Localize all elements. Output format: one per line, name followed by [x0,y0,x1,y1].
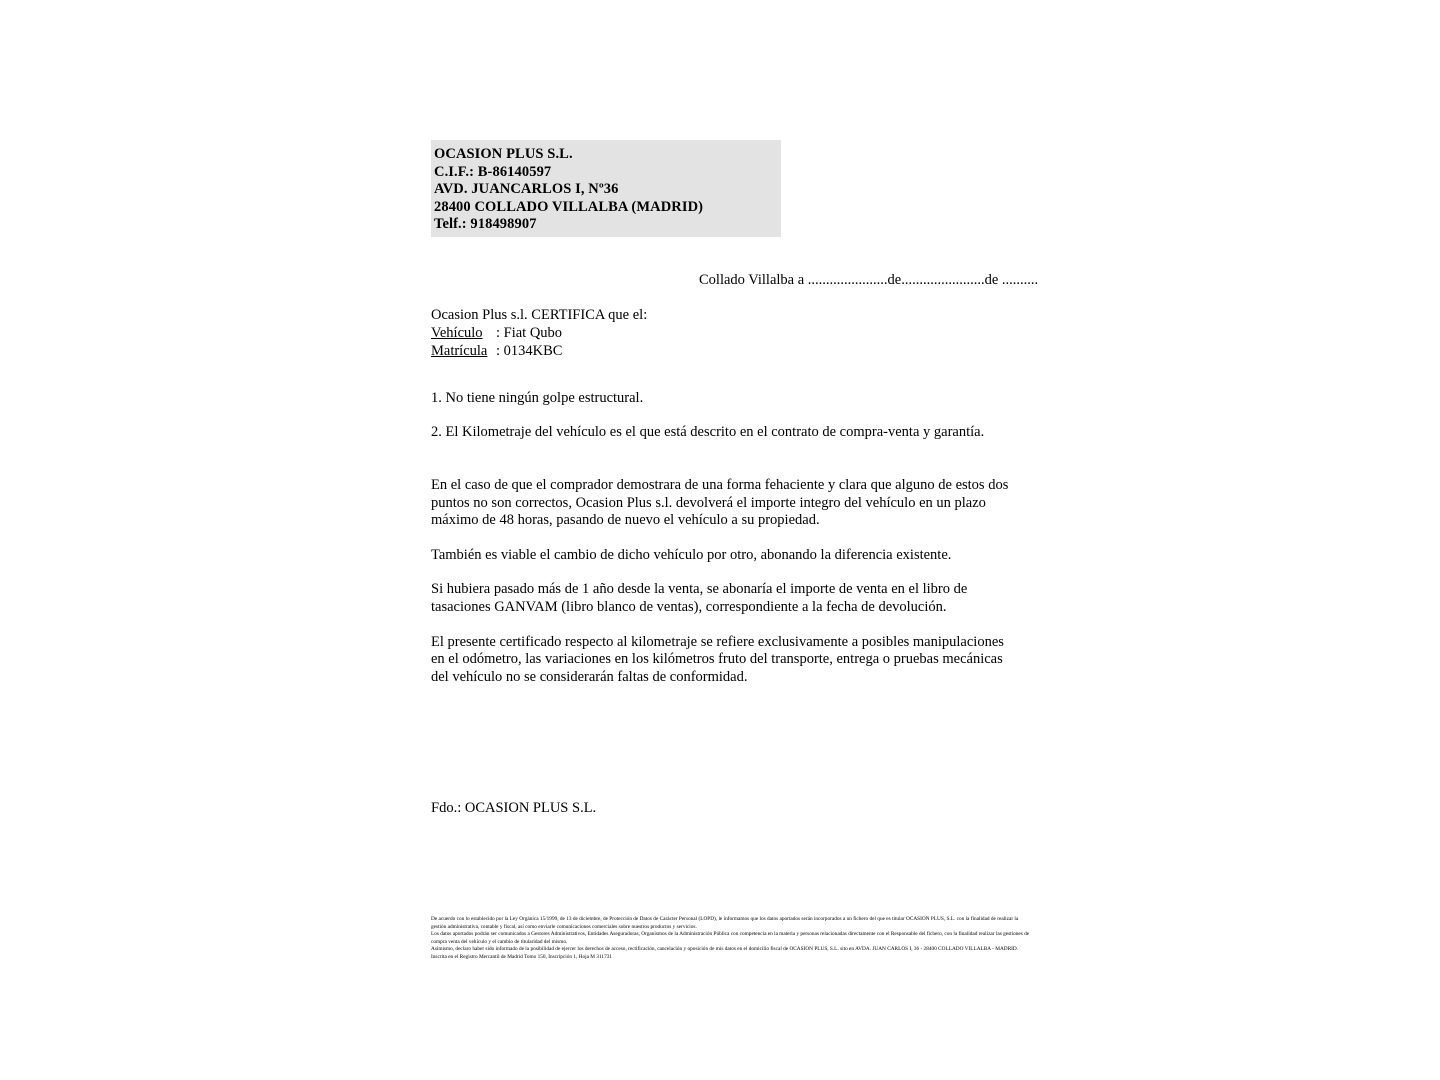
signature-line: Fdo.: OCASION PLUS S.L. [431,800,597,816]
certified-points-list [431,389,1031,457]
certified-point-1: 1. No tiene ningún golpe estructural. [431,390,644,406]
certified-point-2: 2. El Kilometraje del vehículo es el que está descrito en el contrato de compra-venta y garantía. [431,424,985,440]
legal-paragraph-1: De acuerdo con lo establecido por la Ley Orgánica 15/1999, de 13 de diciembre, de Protección de Datos de Carácter Personal (LOPD), le informamos que los datos aportados serán incorporados a un fichero del que es titular OCASION PLUS, S.L. con la finalidad de realizar la gestión administrativa, contable y fiscal, así como enviarle comunicaciones comerciales sobre nuestros productos y servicios. [431,916,1019,930]
paragraph-vehicle-exchange: También es viable el cambio de dicho vehículo por otro, abonando la diferencia existente. [431,546,952,563]
company-header-block [431,140,781,237]
company-name: OCASION PLUS S.L. [434,146,573,162]
paragraph-refund-terms: En el caso de que el comprador demostrara de una forma fehaciente y clara que alguno de estos dos puntos no son correctos, Ocasion Plus s.l. devolverá el importe integro del vehículo en un plazo máximo de 48 horas, pasando de nuevo el vehículo a su propiedad. [431,477,1009,529]
plate-value: : 0134KBC [496,343,563,359]
company-cif: C.I.F.: B-86140597 [434,163,552,180]
company-phone: Telf.: 918498907 [434,216,537,233]
body-paragraphs [431,477,1011,703]
legal-paragraph-3: Asimismo, declaro haber sido informado de la posibilidad de ejercer los derechos de acceso, rectificación, cancelación y oposición de mis datos en el domicilio fiscal de OCASION PLUS, S.L. sito en AVDA. JUAN CARLOS I, 36 - 28400 COLLADO VILLALBA - MADRID. Inscrita en el Registro Mercantil de Madrid Tomo 150, Inscripción 1, Hoja M 311731 [431,946,1019,960]
plate-row [431,342,647,360]
legal-paragraph-2: Los datos aportados podrán ser comunicados a Gestores Administrativos, Entidades Aseguradoras, Organismos de la Administración Pública con competencia en la materia y personas relacionadas directamente con el Responsable del fichero, con la finalidad realizar las gestiones de compra venta del vehículo y el cambio de titularidad del mismo. [431,931,1030,945]
vehicle-row [431,324,647,342]
vehicle-value: : Fiat Qubo [496,325,563,341]
company-city: 28400 COLLADO VILLALBA (MADRID) [434,198,704,215]
certifies-intro: Ocasion Plus s.l. CERTIFICA que el: [431,307,648,323]
plate-label: Matrícula [431,343,488,359]
paragraph-odometer-scope: El presente certificado respecto al kilometraje se refiere exclusivamente a posibles manipulaciones en el odómetro, las variaciones en los kilómetros fruto del transporte, entrega o pruebas mecánicas del vehículo no se considerarán faltas de conformidad. [431,633,1004,685]
vehicle-label: Vehículo [431,325,483,341]
paragraph-ganvam-valuation: Si hubiera pasado más de 1 año desde la venta, se abonaría el importe de venta en el libro de tasaciones GANVAM (libro blanco de ventas), correspondiente a la fecha de devolución. [431,581,968,615]
certification-block [431,306,647,360]
legal-footer [431,916,1031,962]
company-address: AVD. JUANCARLOS I, Nº36 [434,181,619,198]
place-and-date-line: Collado Villalba a ......................de.......................de .......... [699,272,1039,288]
